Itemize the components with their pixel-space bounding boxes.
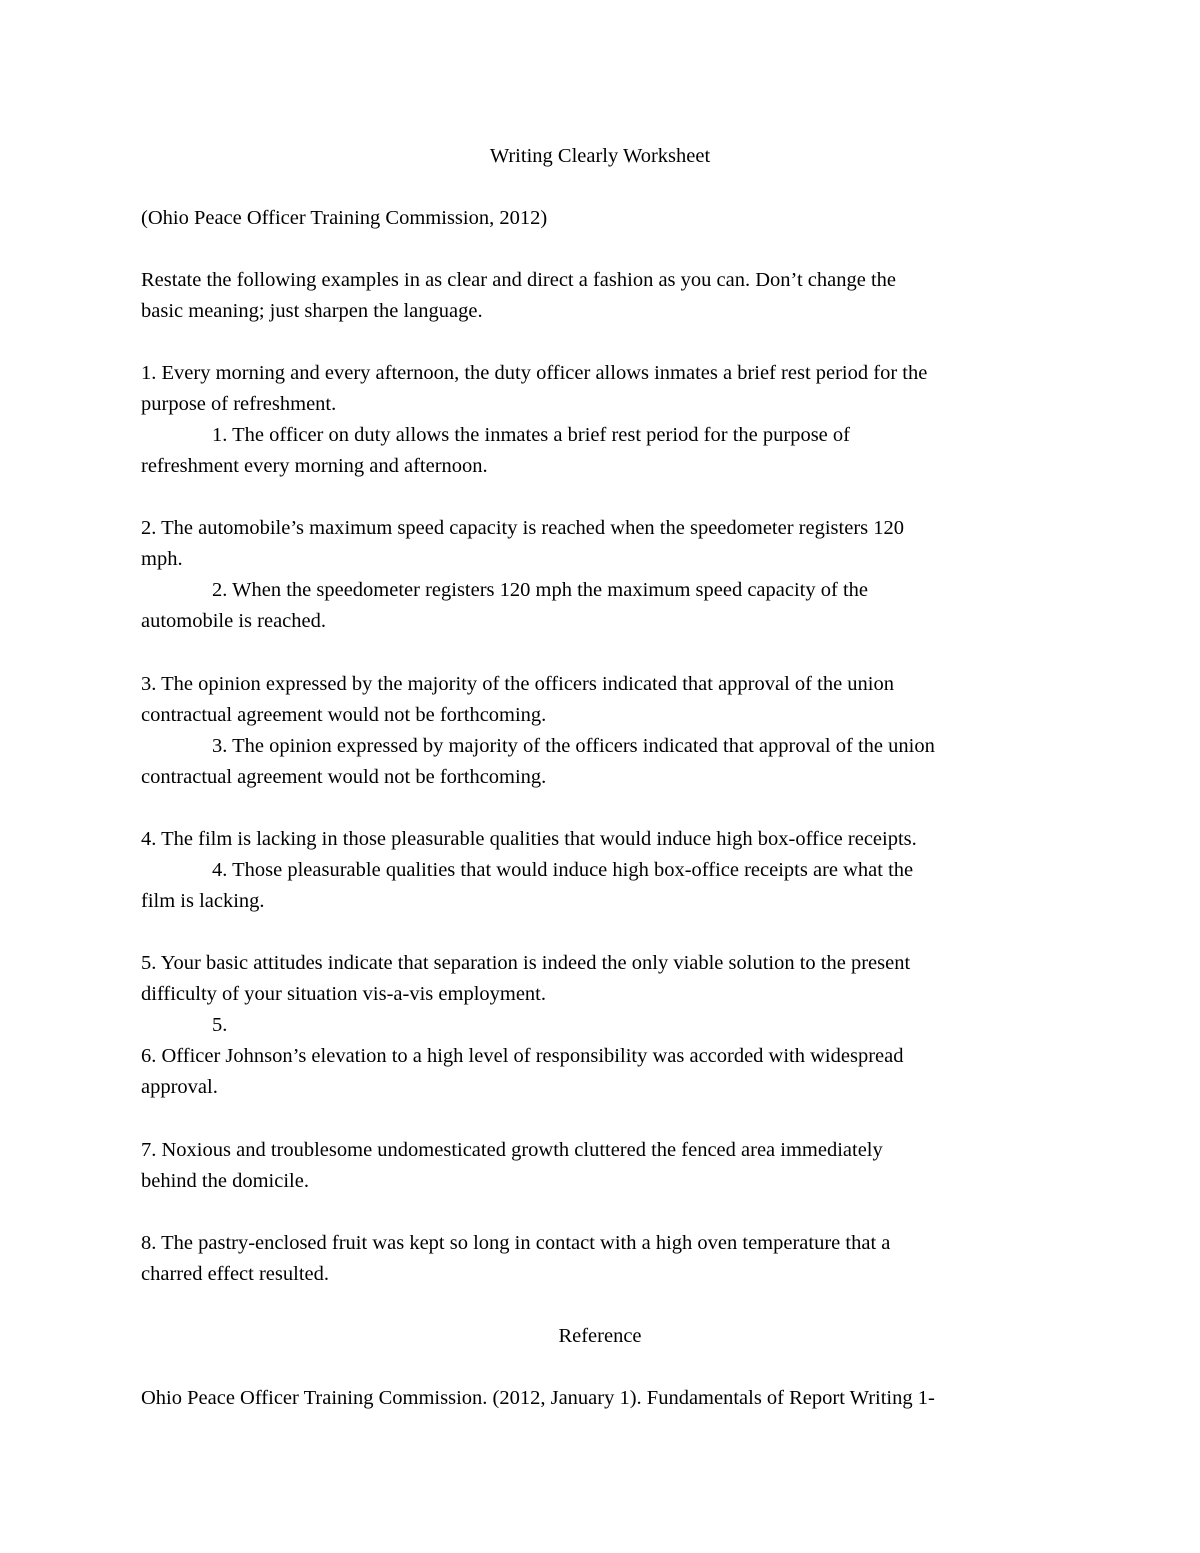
item-answer-line: automobile is reached. bbox=[141, 610, 327, 632]
item-prompt-line: 3. The opinion expressed by the majority of the officers indicated that approval of the union bbox=[141, 673, 894, 695]
item-prompt-line: 5. Your basic attitudes indicate that separation is indeed the only viable solution to the present bbox=[141, 952, 911, 974]
item-prompt-line: 1. Every morning and every afternoon, the duty officer allows inmates a brief rest period for the bbox=[141, 362, 928, 384]
item-prompt-line: 4. The film is lacking in those pleasurable qualities that would induce high box-office receipts. bbox=[141, 828, 917, 850]
page-title: Writing Clearly Worksheet bbox=[489, 145, 711, 167]
item-prompt-line: approval. bbox=[141, 1076, 218, 1098]
item-answer-line: 2. When the speedometer registers 120 mph the maximum speed capacity of the bbox=[212, 579, 868, 601]
reference-entry: Ohio Peace Officer Training Commission. (2012, January 1). Fundamentals of Report Writing 1- bbox=[141, 1387, 935, 1409]
item-answer-line: 5. bbox=[212, 1014, 228, 1036]
item-answer-line: film is lacking. bbox=[141, 890, 265, 912]
instructions-line: Restate the following examples in as clear and direct a fashion as you can. Don’t change the bbox=[141, 269, 897, 291]
instructions-line: basic meaning; just sharpen the language. bbox=[141, 300, 483, 322]
item-answer-line: 1. The officer on duty allows the inmates a brief rest period for the purpose of bbox=[212, 424, 850, 446]
citation-line: (Ohio Peace Officer Training Commission, 2012) bbox=[141, 207, 548, 229]
item-prompt-line: 2. The automobile’s maximum speed capacity is reached when the speedometer registers 120 bbox=[141, 517, 905, 539]
reference-heading: Reference bbox=[558, 1325, 642, 1347]
item-prompt-line: 8. The pastry-enclosed fruit was kept so long in contact with a high oven temperature that a bbox=[141, 1232, 891, 1254]
item-prompt-line: 6. Officer Johnson’s elevation to a high level of responsibility was accorded with widespread bbox=[141, 1045, 904, 1067]
item-prompt-line: behind the domicile. bbox=[141, 1170, 309, 1192]
item-answer-line: refreshment every morning and afternoon. bbox=[141, 455, 488, 477]
item-prompt-line: difficulty of your situation vis-a-vis employment. bbox=[141, 983, 547, 1005]
item-answer-line: 4. Those pleasurable qualities that would induce high box-office receipts are what the bbox=[212, 859, 914, 881]
item-prompt-line: mph. bbox=[141, 548, 183, 570]
item-answer-line: 3. The opinion expressed by majority of the officers indicated that approval of the union bbox=[212, 735, 935, 757]
item-prompt-line: 7. Noxious and troublesome undomesticated growth cluttered the fenced area immediately bbox=[141, 1139, 883, 1161]
item-prompt-line: purpose of refreshment. bbox=[141, 393, 337, 415]
item-answer-line: contractual agreement would not be forthcoming. bbox=[141, 766, 547, 788]
item-prompt-line: charred effect resulted. bbox=[141, 1263, 329, 1285]
item-prompt-line: contractual agreement would not be forthcoming. bbox=[141, 704, 547, 726]
